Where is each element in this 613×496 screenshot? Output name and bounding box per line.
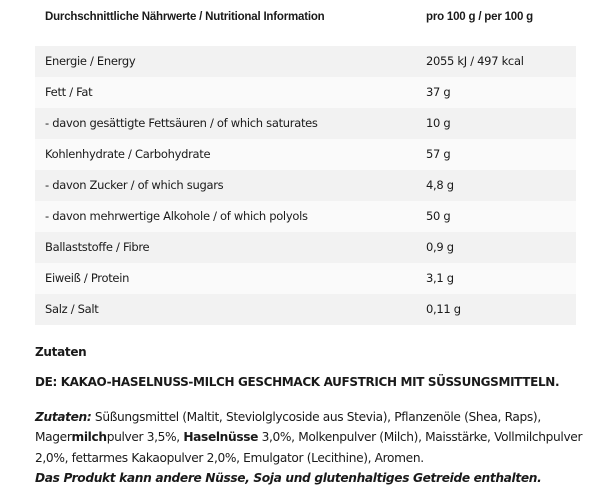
- table-row-protein: [35, 263, 576, 294]
- allergen-milk: milch: [71, 430, 107, 445]
- table-row-polyols: [35, 201, 576, 232]
- row-label: - davon gesättigte Fettsäuren / of which saturates: [45, 116, 318, 130]
- row-value: 50 g: [426, 209, 451, 223]
- ingredients-label: Zutaten:: [35, 410, 92, 424]
- ingredients-text: [35, 407, 595, 488]
- row-label: - davon mehrwertige Alkohole / of which polyols: [45, 209, 308, 223]
- row-label: - davon Zucker / of which sugars: [45, 178, 224, 192]
- row-value: 10 g: [426, 116, 451, 130]
- table-row-saturates: [35, 108, 576, 139]
- row-value: 0,11 g: [426, 302, 461, 316]
- row-value: 3,1 g: [426, 271, 454, 285]
- ingredients-heading: Zutaten: [35, 345, 87, 359]
- header-label: Durchschnittliche Nährwerte / Nutritional Information: [45, 11, 325, 23]
- row-label: Kohlenhydrate / Carbohydrate: [45, 147, 211, 161]
- ingredients-part-3: 3,0%, Molkenpulver (Milch), Maisstärke, Vollmilchpulver 2,0%, fettarmes Kakaopulver 2,0%, Emulgator (Lecithine), Aromen.: [35, 430, 583, 465]
- row-value: 37 g: [426, 85, 451, 99]
- header-value: pro 100 g / per 100 g: [426, 11, 534, 23]
- ingredients-part-2: pulver 3,5%,: [106, 430, 184, 445]
- ingredients-part-1: Süßungsmittel (Maltit, Steviolglycoside aus Stevia), Pflanzenöle (Shea, Raps), Mager: [35, 410, 541, 445]
- nutrition-table: [35, 46, 576, 325]
- row-label: Fett / Fat: [45, 85, 93, 99]
- table-row-salt: [35, 294, 576, 325]
- table-row-fat: [35, 77, 576, 108]
- row-label: Eiweiß / Protein: [45, 271, 130, 285]
- row-value: 57 g: [426, 147, 451, 161]
- row-label: Energie / Energy: [45, 54, 136, 68]
- row-label: Salz / Salt: [45, 302, 99, 316]
- row-value: 4,8 g: [426, 178, 454, 192]
- allergen-note: Das Produkt kann andere Nüsse, Soja und glutenhaltiges Getreide enthalten.: [35, 470, 542, 485]
- row-label: Ballaststoffe / Fibre: [45, 240, 150, 254]
- row-value: 0,9 g: [426, 240, 454, 254]
- row-value: 2055 kJ / 497 kcal: [426, 54, 524, 68]
- table-row-carbohydrate: [35, 139, 576, 170]
- table-row-sugars: [35, 170, 576, 201]
- allergen-hazelnuts: Haselnüsse: [183, 430, 259, 445]
- table-row-fibre: [35, 232, 576, 263]
- table-row-energy: [35, 46, 576, 77]
- nutrition-table-header: [45, 11, 576, 27]
- product-description: DE: KAKAO-HASELNUSS-MILCH GESCHMACK AUFSTRICH MIT SÜSSUNGSMITTELN.: [35, 375, 560, 389]
